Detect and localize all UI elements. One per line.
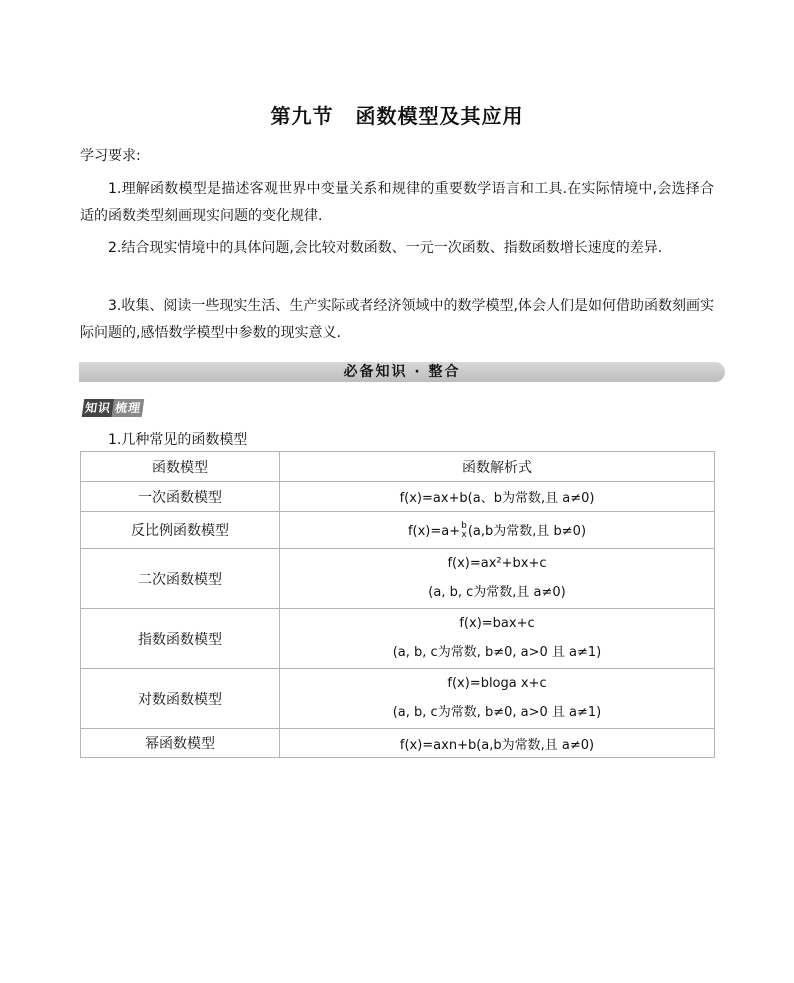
table-row bbox=[81, 549, 715, 609]
table-row bbox=[81, 512, 715, 549]
model-formula bbox=[280, 609, 715, 669]
function-model-table bbox=[80, 451, 715, 758]
header-model: 函数模型 bbox=[81, 452, 280, 482]
fraction-numerator: b bbox=[461, 521, 467, 532]
model-name: 指数函数模型 bbox=[81, 609, 280, 669]
model-name: 幂函数模型 bbox=[81, 729, 280, 758]
model-name: 反比例函数模型 bbox=[81, 512, 280, 549]
fraction-denominator: x bbox=[461, 530, 467, 541]
formula-condition: (a, b, c为常数, b≠0, a>0 且 a≠1) bbox=[392, 644, 602, 660]
model-name: 一次函数模型 bbox=[81, 482, 280, 512]
tag-part1: 知识 bbox=[82, 399, 115, 417]
fraction bbox=[461, 522, 467, 540]
model-formula: f(x)=axn+b(a,b为常数,且 a≠0) bbox=[280, 729, 715, 758]
requirement-item: 2.结合现实情境中的具体问题,会比较对数函数、一元一次函数、指数函数增长速度的差异. bbox=[108, 240, 663, 256]
section-name: 函数模型及其应用 bbox=[355, 104, 524, 128]
model-name: 二次函数模型 bbox=[81, 549, 280, 609]
model-formula bbox=[280, 549, 715, 609]
knowledge-tag bbox=[80, 399, 146, 417]
table-row bbox=[81, 729, 715, 758]
formula-pre: f(x)=a+ bbox=[407, 523, 461, 539]
tag-part2: 梳理 bbox=[112, 399, 145, 417]
page-title bbox=[0, 100, 794, 129]
model-formula bbox=[280, 669, 715, 729]
section-banner: 必备知识 · 整合 bbox=[79, 362, 725, 382]
formula-condition: (a, b, c为常数, b≠0, a>0 且 a≠1) bbox=[392, 704, 602, 720]
formula-post: (a,b为常数,且 b≠0) bbox=[467, 523, 587, 539]
table-row bbox=[81, 669, 715, 729]
requirement-item: 3.收集、阅读一些现实生活、生产实际或者经济领域中的数学模型,体会人们是如何借助函数刻画实际问题的,感悟数学模型中参数的现实意义. bbox=[80, 298, 714, 341]
model-name: 对数函数模型 bbox=[81, 669, 280, 729]
formula-expression: f(x)=bax+c bbox=[459, 615, 535, 631]
table-row bbox=[81, 609, 715, 669]
subheading: 1.几种常见的函数模型 bbox=[108, 432, 248, 448]
table-header-row bbox=[81, 452, 715, 482]
model-formula: f(x)=ax+b(a、b为常数,且 a≠0) bbox=[280, 482, 715, 512]
table-row bbox=[81, 482, 715, 512]
section-number: 第九节 bbox=[270, 104, 334, 128]
requirement-item: 1.理解函数模型是描述客观世界中变量关系和规律的重要数学语言和工具.在实际情境中,会选择合适的函数类型刻画现实问题的变化规律. bbox=[80, 181, 714, 224]
header-formula: 函数解析式 bbox=[280, 452, 715, 482]
requirements-label: 学习要求: bbox=[80, 148, 141, 164]
model-formula bbox=[280, 512, 715, 549]
formula-condition: (a, b, c为常数,且 a≠0) bbox=[428, 584, 566, 600]
formula-expression: f(x)=bloga x+c bbox=[447, 675, 547, 691]
formula-expression: f(x)=ax²+bx+c bbox=[447, 555, 547, 571]
